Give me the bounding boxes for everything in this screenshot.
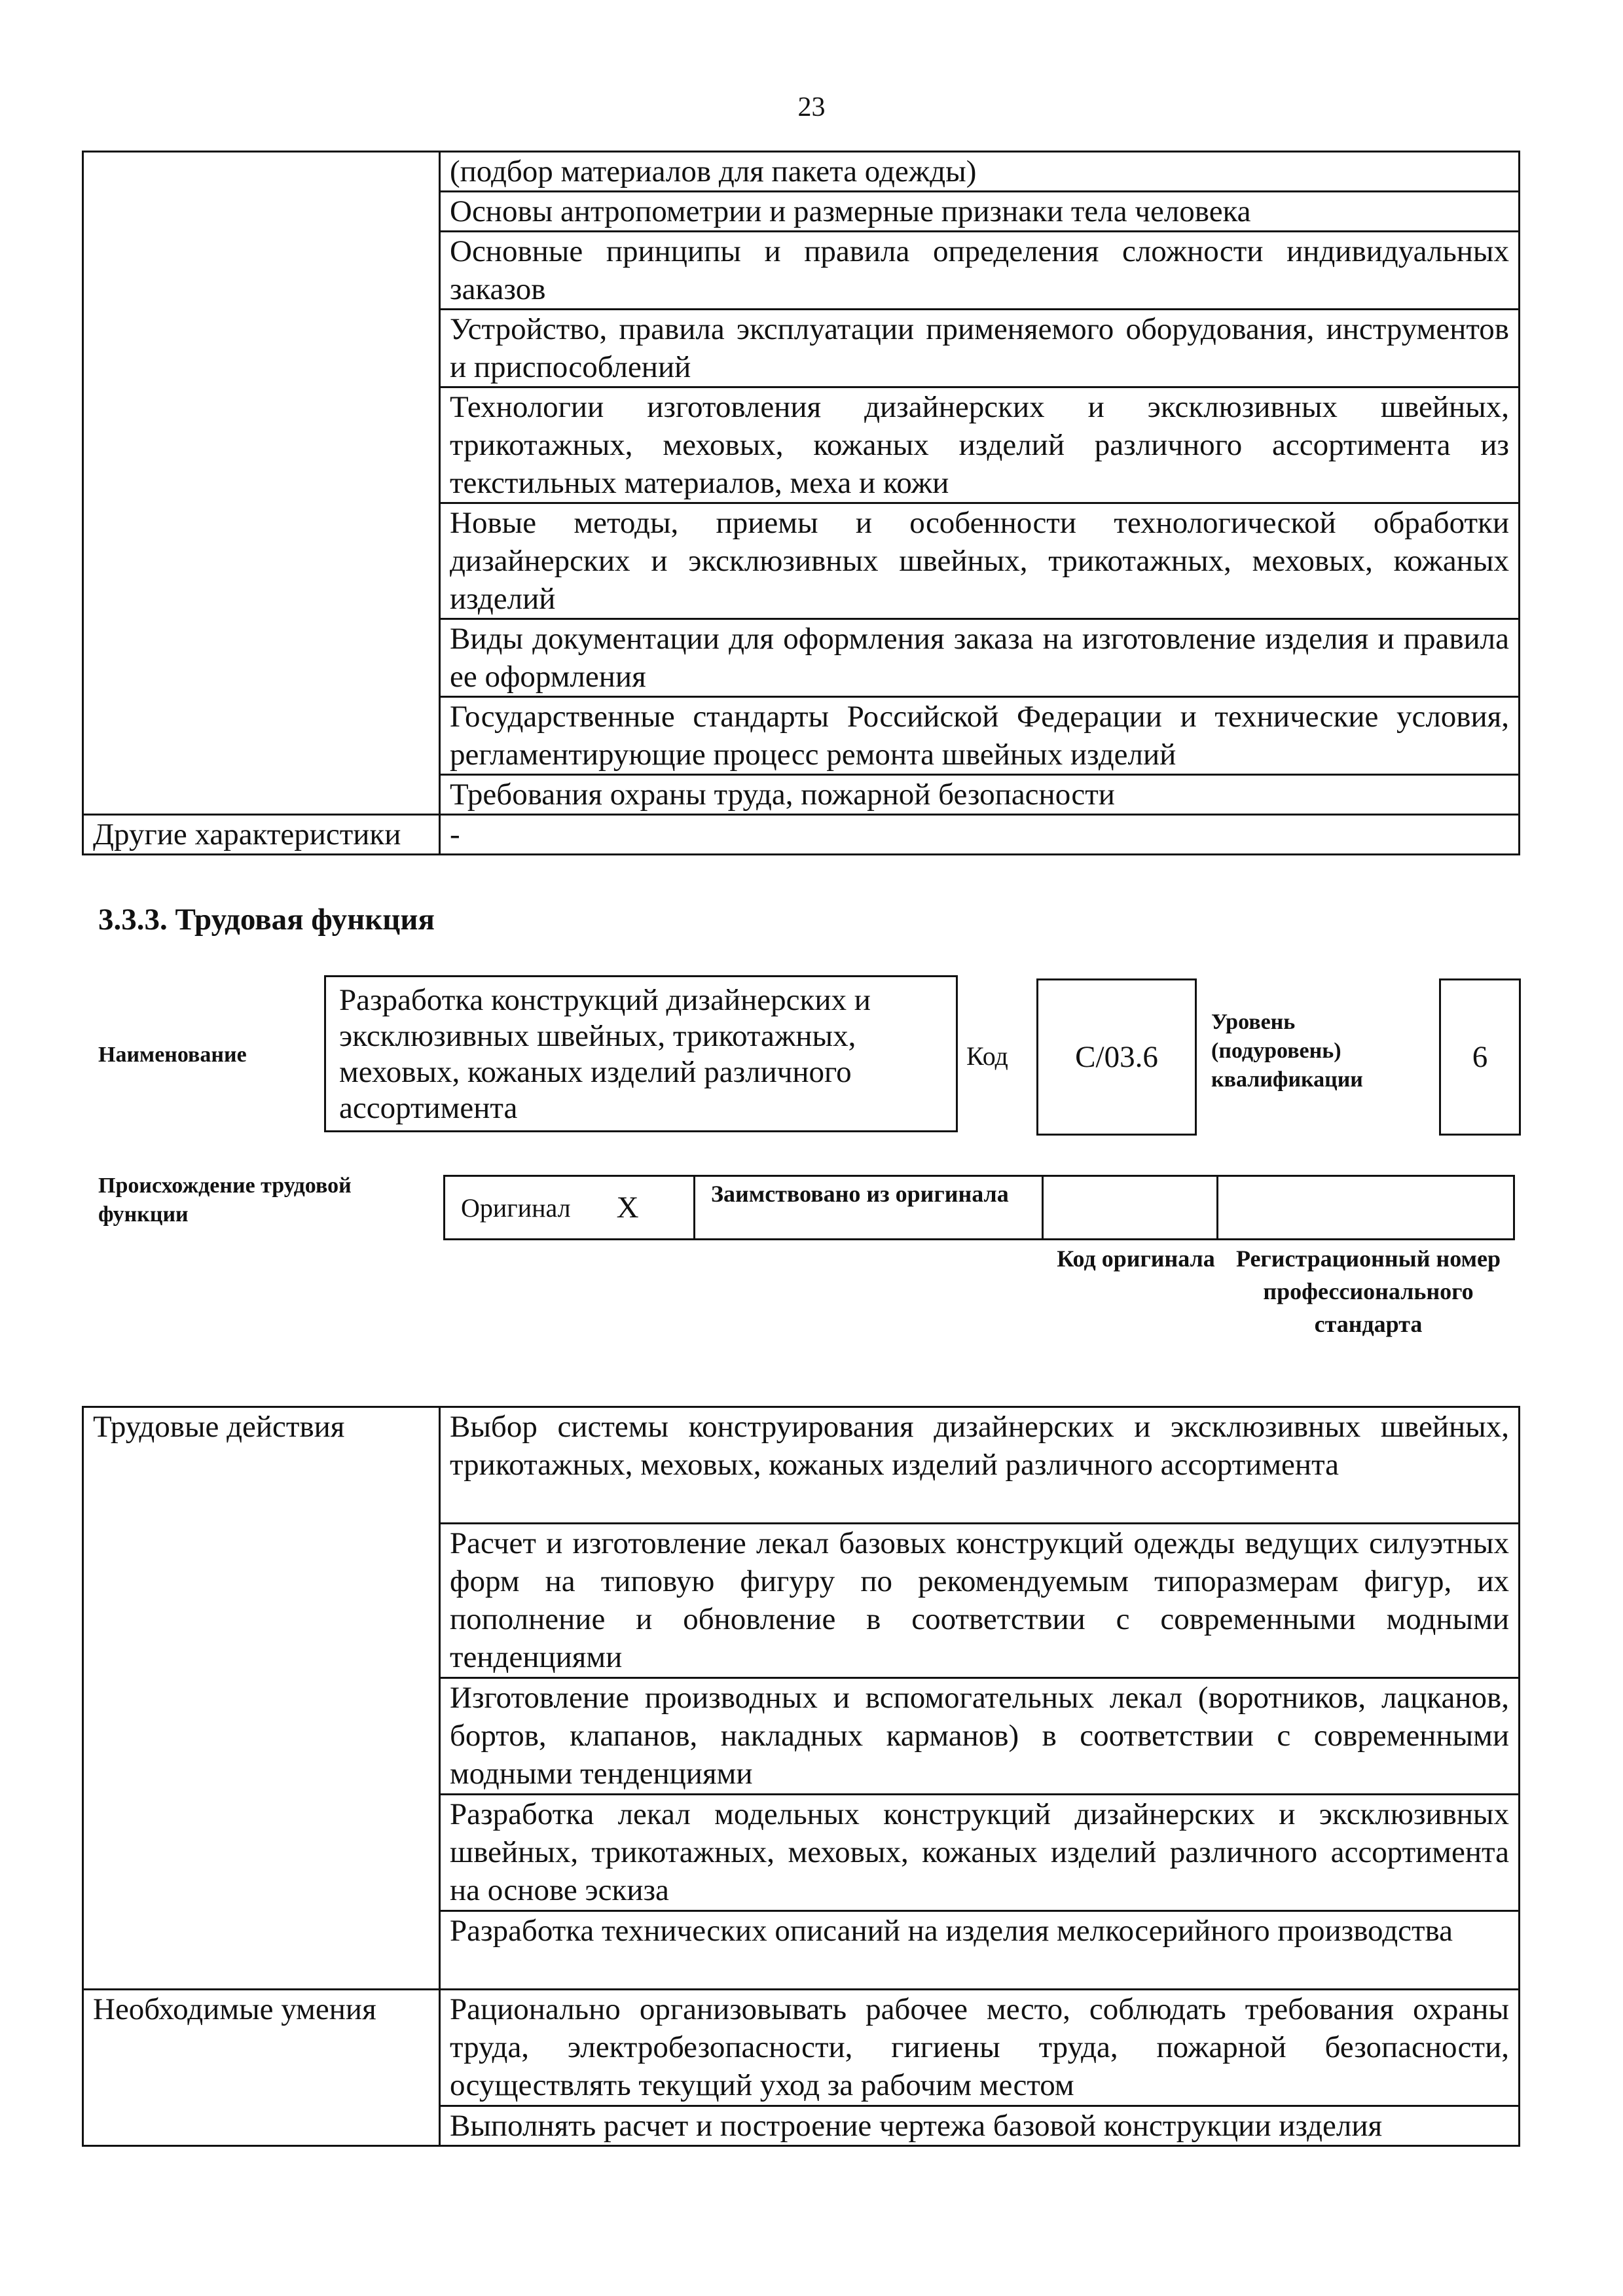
table-row: Разработка лекал модельных конструкций дизайнерских и эксклюзивных швейных, трикотажных, меховых, кожаных изделий различного ассортимента на основе эскиза (440, 1795, 1520, 1911)
table-row: Выполнять расчет и построение чертежа базовой конструкции изделия (440, 2106, 1520, 2146)
table-row: Виды документации для оформления заказа на изготовление изделия и правила ее оформления (440, 619, 1520, 697)
code-box (1036, 978, 1197, 1136)
required-skills-label: Необходимые умения (83, 1990, 440, 2146)
origin-label: Происхождение трудовой функции (98, 1174, 352, 1227)
other-characteristics-value: - (440, 815, 1520, 855)
table-row: (подбор материалов для пакета одежды) (440, 152, 1520, 192)
table-left-empty (83, 152, 440, 815)
knowledge-table (82, 151, 1520, 855)
table-row: Выбор системы конструирования дизайнерских и эксклюзивных швейных, трикотажных, меховых, кожаных изделий различного ассортимента (440, 1407, 1520, 1524)
page-number: 23 (797, 92, 826, 122)
code-value: С/03.6 (1075, 1040, 1158, 1074)
original-mark: X (616, 1191, 639, 1225)
table-row: Новые методы, приемы и особенности технологической обработки дизайнерских и эксклюзивных швейных, трикотажных, меховых, кожаных изделий (440, 503, 1520, 619)
table-row: Государственные стандарты Российской Федерации и технические условия, регламентирующие процесс ремонта швейных изделий (440, 697, 1520, 775)
actions-table (82, 1406, 1520, 2147)
labor-actions-label: Трудовые действия (83, 1407, 440, 1990)
level-box (1439, 978, 1521, 1136)
table-row: Устройство, правила эксплуатации применяемого оборудования, инструментов и приспособлений (440, 310, 1520, 387)
table-row: Разработка технических описаний на изделия мелкосерийного производства (440, 1911, 1520, 1990)
other-characteristics-label: Другие характеристики (83, 815, 440, 855)
code-caption: Код оригинала (1057, 1246, 1215, 1272)
level-label: Уровень (подуровень) квалификации (1211, 1010, 1363, 1092)
borrowed-cell (693, 1175, 1044, 1240)
origin-original-cell (443, 1175, 695, 1240)
table-row: Основные принципы и правила определения сложности индивидуальных заказов (440, 232, 1520, 310)
borrowed-label: Заимствовано из оригинала (711, 1181, 1009, 1207)
section-title: 3.3.3. Трудовая функция (98, 903, 435, 937)
code-label: Код (966, 1041, 1008, 1071)
table-row: Изготовление производных и вспомогательных лекал (воротников, лацканов, бортов, клапанов, накладных карманов) в соответствии с современными модными тенденциями (440, 1678, 1520, 1795)
function-name-box: Разработка конструкций дизайнерских и эксклюзивных швейных, трикотажных, меховых, кожаных изделий различного ассортимента (324, 975, 958, 1132)
original-code-cell (1042, 1175, 1218, 1240)
level-value: 6 (1472, 1040, 1488, 1074)
table-row: Расчет и изготовление лекал базовых конструкций одежды ведущих силуэтных форм на типовую фигуру по рекомендуемым типоразмерам фигур, их пополнение и обновление в соответствии с современными модными тенденциями (440, 1524, 1520, 1678)
table-row: Рационально организовывать рабочее место, соблюдать требования охраны труда, электробезопасности, гигиены труда, пожарной безопасности, осуществлять текущий уход за рабочим местом (440, 1990, 1520, 2106)
reg-caption: Регистрационный номер профессионального стандарта (1235, 1246, 1501, 1337)
original-label: Оригинал (461, 1193, 571, 1223)
table-row: Требования охраны труда, пожарной безопасности (440, 775, 1520, 815)
name-label: Наименование (98, 1043, 247, 1067)
reg-number-cell (1216, 1175, 1515, 1240)
table-row: Технологии изготовления дизайнерских и эксклюзивных швейных, трикотажных, меховых, кожаных изделий различного ассортимента из текстильных материалов, меха и кожи (440, 387, 1520, 503)
origin-table (445, 1175, 1519, 1240)
table-row: Основы антропометрии и размерные признаки тела человека (440, 192, 1520, 232)
